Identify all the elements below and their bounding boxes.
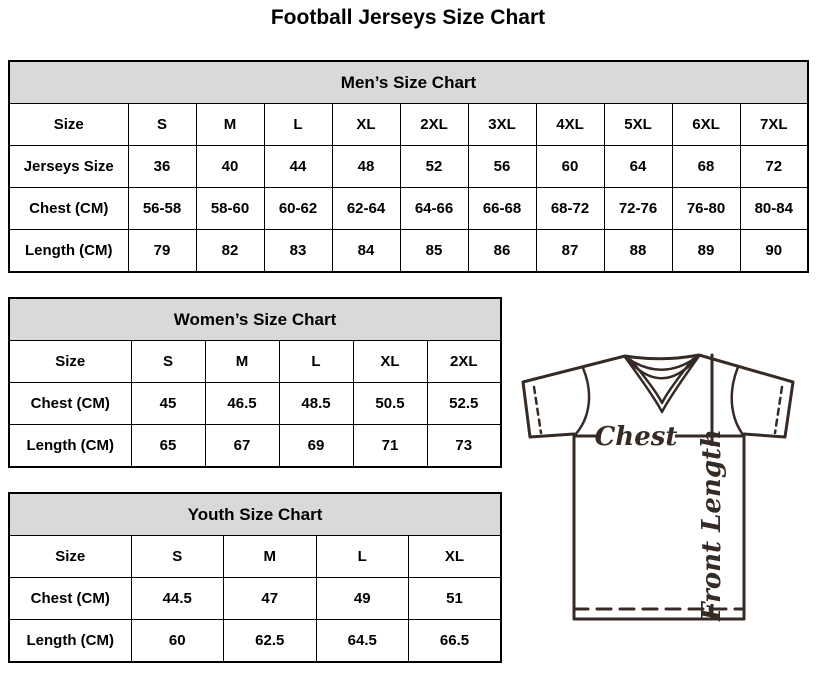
row-header-cell: Chest (CM) (9, 188, 128, 230)
table-section-title: Women’s Size Chart (9, 298, 501, 341)
data-cell: 80-84 (740, 188, 808, 230)
data-cell: M (224, 536, 317, 578)
row-header-cell: Length (CM) (9, 620, 131, 663)
data-cell: 5XL (604, 104, 672, 146)
row-header-cell: Size (9, 104, 128, 146)
data-cell: 64 (604, 146, 672, 188)
data-cell: S (128, 104, 196, 146)
data-cell: 7XL (740, 104, 808, 146)
row-header-cell: Chest (CM) (9, 383, 131, 425)
data-cell: 2XL (400, 104, 468, 146)
data-cell: M (196, 104, 264, 146)
table-row (9, 188, 808, 230)
table-row (9, 383, 501, 425)
data-cell: 60 (131, 620, 224, 663)
row-header-cell: Length (CM) (9, 425, 131, 468)
table-row (9, 146, 808, 188)
page-title: Football Jerseys Size Chart (270, 6, 546, 29)
data-cell: L (279, 341, 353, 383)
data-cell: 49 (316, 578, 409, 620)
jersey-measurement-diagram (505, 330, 816, 660)
data-cell: 46.5 (205, 383, 279, 425)
row-header-cell: Chest (CM) (9, 578, 131, 620)
data-cell: 67 (205, 425, 279, 468)
data-cell: 83 (264, 230, 332, 273)
data-cell: 68 (672, 146, 740, 188)
data-cell: 4XL (536, 104, 604, 146)
data-cell: 87 (536, 230, 604, 273)
data-cell: 72 (740, 146, 808, 188)
data-cell: 65 (131, 425, 205, 468)
data-cell: 89 (672, 230, 740, 273)
data-cell: XL (409, 536, 502, 578)
data-cell: 58-60 (196, 188, 264, 230)
data-cell: 6XL (672, 104, 740, 146)
data-cell: XL (353, 341, 427, 383)
data-cell: S (131, 341, 205, 383)
data-cell: 82 (196, 230, 264, 273)
data-cell: 72-76 (604, 188, 672, 230)
data-cell: 86 (468, 230, 536, 273)
row-header-cell: Jerseys Size (9, 146, 128, 188)
data-cell: 48.5 (279, 383, 353, 425)
data-cell: 3XL (468, 104, 536, 146)
data-cell: L (316, 536, 409, 578)
table-section-title: Youth Size Chart (9, 493, 501, 536)
data-cell: 36 (128, 146, 196, 188)
table-row (9, 230, 808, 273)
data-cell: 64-66 (400, 188, 468, 230)
data-cell: 2XL (427, 341, 501, 383)
data-cell: M (205, 341, 279, 383)
data-cell: 62-64 (332, 188, 400, 230)
section-header-row (9, 61, 808, 104)
youth-size-table (8, 492, 502, 663)
chest-label: Chest (594, 422, 678, 452)
data-cell: 52 (400, 146, 468, 188)
data-cell: 68-72 (536, 188, 604, 230)
table-row (9, 620, 501, 663)
data-cell: 71 (353, 425, 427, 468)
mens-size-table (8, 60, 809, 273)
data-cell: 48 (332, 146, 400, 188)
data-cell: 50.5 (353, 383, 427, 425)
table-row (9, 341, 501, 383)
data-cell: S (131, 536, 224, 578)
data-cell: 51 (409, 578, 502, 620)
data-cell: 85 (400, 230, 468, 273)
v-neck-outline (625, 356, 699, 412)
data-cell: L (264, 104, 332, 146)
data-cell: 52.5 (427, 383, 501, 425)
row-header-cell: Length (CM) (9, 230, 128, 273)
table-row (9, 578, 501, 620)
data-cell: XL (332, 104, 400, 146)
data-cell: 90 (740, 230, 808, 273)
front-length-label: Front Length (697, 429, 727, 621)
table-row (9, 536, 501, 578)
data-cell: 56-58 (128, 188, 196, 230)
section-header-row (9, 298, 501, 341)
data-cell: 76-80 (672, 188, 740, 230)
data-cell: 44 (264, 146, 332, 188)
data-cell: 47 (224, 578, 317, 620)
womens-size-table (8, 297, 502, 468)
data-cell: 62.5 (224, 620, 317, 663)
data-cell: 73 (427, 425, 501, 468)
data-cell: 60 (536, 146, 604, 188)
table-row (9, 425, 501, 468)
data-cell: 56 (468, 146, 536, 188)
row-header-cell: Size (9, 341, 131, 383)
table-section-title: Men’s Size Chart (9, 61, 808, 104)
data-cell: 64.5 (316, 620, 409, 663)
table-row (9, 104, 808, 146)
data-cell: 40 (196, 146, 264, 188)
data-cell: 79 (128, 230, 196, 273)
data-cell: 88 (604, 230, 672, 273)
data-cell: 69 (279, 425, 353, 468)
section-header-row (9, 493, 501, 536)
data-cell: 60-62 (264, 188, 332, 230)
row-header-cell: Size (9, 536, 131, 578)
data-cell: 45 (131, 383, 205, 425)
data-cell: 44.5 (131, 578, 224, 620)
data-cell: 66.5 (409, 620, 502, 663)
data-cell: 84 (332, 230, 400, 273)
data-cell: 66-68 (468, 188, 536, 230)
